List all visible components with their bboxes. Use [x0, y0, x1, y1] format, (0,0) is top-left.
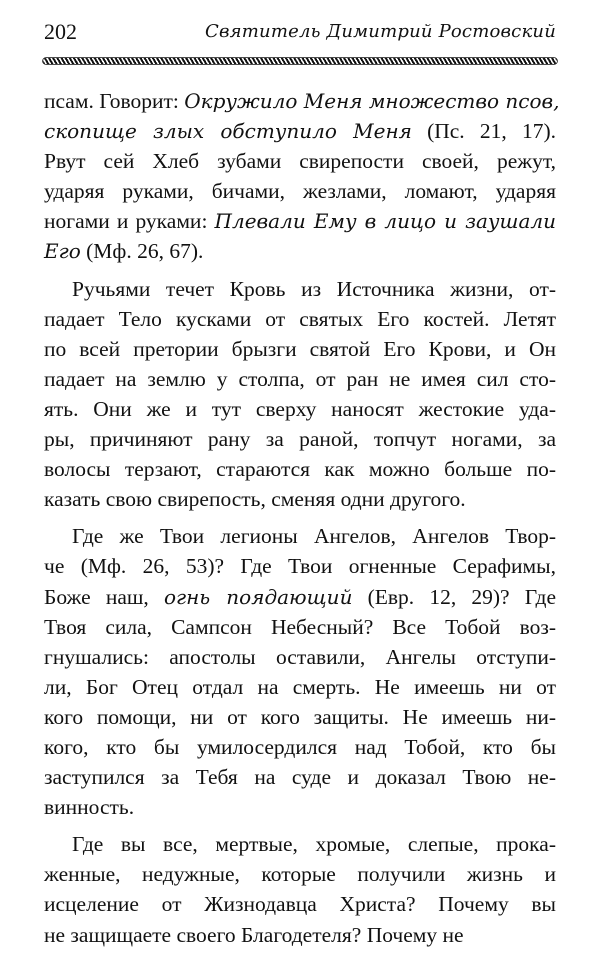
text-segment: ногами и руками: [44, 209, 215, 234]
text-line [44, 829, 556, 859]
text-line [44, 920, 556, 950]
italic-quote: Окружило Меня множество псов, [184, 89, 560, 113]
text-segment: падает Тело кусками от святых Его костей. Летят [44, 306, 556, 331]
text-line [44, 672, 556, 702]
text-segment: ли, Бог Отец отдал на смерть. Не имеешь ни от [44, 674, 556, 699]
text-segment: Рвут сей Хлеб зубами свирепости своей, режут, [44, 149, 556, 174]
paragraph [44, 829, 556, 949]
text-segment: че (Мф. 26, 53)? Где Твои огненные Серафимы, [44, 554, 556, 579]
text-line [44, 642, 556, 672]
text-line [44, 176, 556, 206]
text-segment: (Мф. 26, 67). [80, 239, 204, 264]
italic-quote: огнь поядающий [163, 584, 353, 609]
text-segment: (Пс. 21, 17). [411, 119, 557, 144]
text-segment: волосы терзают, стараются как можно больше по- [44, 457, 556, 482]
page-header [44, 16, 556, 48]
text-line [44, 521, 556, 551]
text-segment: женные, недужные, которые получили жизнь и [44, 862, 556, 887]
italic-quote: Плевали Ему в лицо и заушали [214, 209, 557, 234]
text-segment: винность. [44, 795, 135, 820]
paragraph [44, 274, 556, 515]
text-segment: Твоя сила, Сампсон Небесный? Все Тобой воз- [44, 614, 556, 639]
text-line [44, 236, 556, 266]
text-line [44, 304, 556, 334]
text-segment: Где вы все, мертвые, хромые, слепые, прока- [72, 832, 556, 857]
text-line [44, 551, 556, 581]
text-segment: ударяя руками, бичами, жезлами, ломают, ударяя [44, 179, 556, 204]
text-line [44, 86, 560, 116]
text-line [44, 859, 556, 889]
text-line [44, 612, 556, 642]
italic-quote: скопище злых обступило Меня [44, 119, 412, 144]
text-line [44, 582, 556, 612]
text-line [44, 394, 556, 424]
text-line [44, 334, 556, 364]
text-segment: Боже наш, [44, 584, 164, 609]
text-line [44, 454, 556, 484]
text-line [44, 792, 556, 822]
text-line [44, 889, 556, 919]
text-segment: (Евр. 12, 29)? Где [352, 584, 556, 609]
page-number: 202 [44, 19, 77, 44]
text-segment: исцеление от Жизнодавца Христа? Почему вы [44, 892, 556, 917]
text-segment: заступился за Тебя на суде и доказал Твою не- [44, 765, 556, 790]
text-segment: гнушались: апостолы оставили, Ангелы отступи- [44, 644, 556, 669]
text-segment: Где же Твои легионы Ангелов, Ангелов Твор- [72, 524, 556, 549]
text-line [44, 206, 556, 236]
text-segment: Ручьями течет Кровь из Источника жизни, от- [72, 276, 556, 301]
text-line [44, 484, 556, 514]
text-line [44, 364, 556, 394]
text-segment: ять. Они же и тут сверху наносят жестокие уда- [44, 396, 556, 421]
text-segment: кого, кто бы умилосердился над Тобой, кто бы [44, 734, 556, 759]
text-line [44, 274, 556, 304]
text-segment: не защищаете своего Благодетеля? Почему не [44, 922, 464, 947]
text-line [44, 146, 556, 176]
text-line [44, 424, 556, 454]
text-line [44, 762, 556, 792]
text-segment: падает на землю у столпа, от ран не имея сил сто- [44, 366, 556, 391]
text-segment: ры, причиняют рану за раной, топчут ногами, за [44, 427, 556, 452]
text-line [44, 702, 556, 732]
text-line [44, 116, 556, 146]
text-segment: псам. Говорит: [44, 89, 185, 113]
text-segment: по всей претории брызги святой Его Крови, и Он [44, 336, 556, 361]
italic-quote: Его [44, 239, 81, 264]
paragraph [44, 86, 560, 267]
running-title: Святитель Димитрий Ростовский [205, 21, 556, 42]
decorative-rope-divider [43, 58, 557, 64]
paragraph [44, 521, 556, 822]
text-segment: кого помощи, ни от кого защиты. Не имеешь ни- [44, 704, 556, 729]
body-text [44, 86, 560, 950]
text-line [44, 732, 556, 762]
text-segment: казать свою свирепость, сменяя одни другого. [44, 487, 466, 512]
